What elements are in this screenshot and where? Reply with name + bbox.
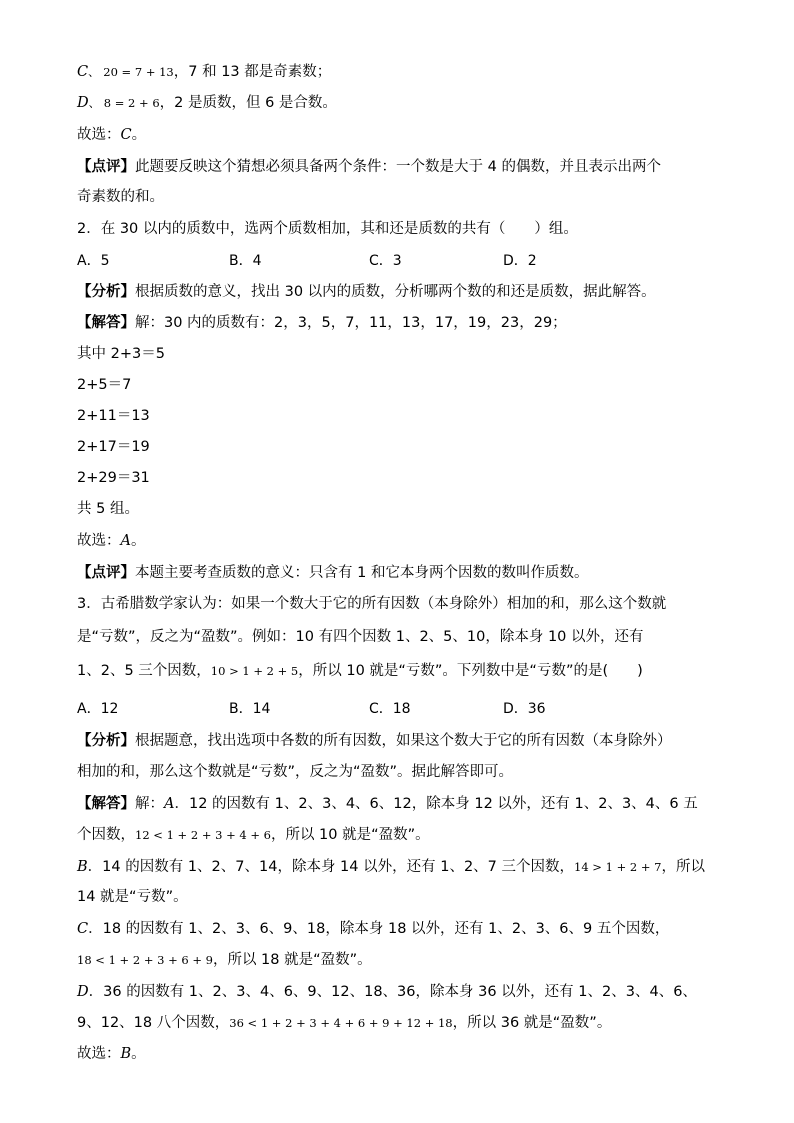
q2-sum-5: 2+29＝31 bbox=[77, 470, 150, 486]
option-c-explanation: C、 20 = 7 + 13，7 和 13 都是奇素数； bbox=[77, 64, 332, 80]
q2-answer: 【解答】解：30 内的质数有：2，3，5，7，11，13，17，19，23，29； bbox=[77, 315, 567, 331]
q1-comment-line-1: 【点评】此题要反映这个猜想必须具备两个条件：一个数是大于 4 的偶数，并且表示出两个 bbox=[77, 159, 661, 175]
q3-stem-line-2: 是“亏数”，反之为“盈数”。例如：10 有四个因数 1、2、5、10，除本身 10 以外，还有 bbox=[77, 629, 644, 645]
q2-sum-2: 2+5＝7 bbox=[77, 377, 132, 393]
q2-sum-3: 2+11＝13 bbox=[77, 408, 150, 424]
q3-stem-line-3: 1、2、5 三个因数，10 > 1 + 2 + 5，所以 10 就是“亏数”。下列数中是“亏数”的是( ) bbox=[77, 663, 643, 679]
q3-answer-a-line-2: 个因数，12 < 1 + 2 + 3 + 4 + 6，所以 10 就是“盈数”。 bbox=[77, 827, 430, 843]
q1-comment-line-2: 奇素数的和。 bbox=[77, 189, 164, 205]
q3-answer-b-line-2: 14 就是“亏数”。 bbox=[77, 889, 188, 905]
q2-choice: 故选：A。 bbox=[77, 533, 146, 549]
q2-sum-1: 其中 2+3＝5 bbox=[77, 346, 165, 362]
q2-sum-4: 2+17＝19 bbox=[77, 439, 150, 455]
q3-option-d: D．36 bbox=[503, 701, 546, 717]
q2-stem: 2．在 30 以内的质数中，选两个质数相加，其和还是质数的共有（ ）组。 bbox=[77, 221, 578, 237]
q3-option-c: C．18 bbox=[369, 701, 411, 717]
q3-stem-line-1: 3．古希腊数学家认为：如果一个数大于它的所有因数（本身除外）相加的和，那么这个数就 bbox=[77, 596, 667, 612]
q2-total: 共 5 组。 bbox=[77, 501, 139, 517]
option-d-explanation: D、 8 = 2 + 6，2 是质数，但 6 是合数。 bbox=[77, 95, 337, 111]
q2-comment: 【点评】本题主要考查质数的意义：只含有 1 和它本身两个因数的数叫作质数。 bbox=[77, 565, 589, 581]
q3-analysis-line-1: 【分析】根据题意，找出选项中各数的所有因数，如果这个数大于它的所有因数（本身除外） bbox=[77, 733, 672, 749]
q3-answer-d-line-2: 9、12、18 八个因数，36 < 1 + 2 + 3 + 4 + 6 + 9 + 12 + 18，所以 36 就是“盈数”。 bbox=[77, 1015, 612, 1031]
q3-choice: 故选：B。 bbox=[77, 1046, 146, 1062]
q2-analysis: 【分析】根据质数的意义，找出 30 以内的质数，分析哪两个数的和还是质数，据此解答。 bbox=[77, 284, 656, 300]
q3-answer-c-line-2: 18 < 1 + 2 + 3 + 6 + 9，所以 18 就是“盈数”。 bbox=[77, 952, 372, 968]
q3-analysis-line-2: 相加的和，那么这个数就是“亏数”，反之为“盈数”。据此解答即可。 bbox=[77, 764, 514, 780]
q3-answer-a-line-1: 【解答】解：A．12 的因数有 1、2、3、4、6、12，除本身 12 以外，还有 1、2、3、4、6 五 bbox=[77, 796, 698, 812]
q2-option-a: A．5 bbox=[77, 253, 110, 269]
q3-option-a: A．12 bbox=[77, 701, 119, 717]
q3-answer-c-line-1: C．18 的因数有 1、2、3、6、9、18，除本身 18 以外，还有 1、2、3、6、9 五个因数， bbox=[77, 921, 670, 937]
q2-option-d: D．2 bbox=[503, 253, 537, 269]
q3-answer-b-line-1: B．14 的因数有 1、2、7、14，除本身 14 以外，还有 1、2、7 三个因数，14 > 1 + 2 + 7，所以 bbox=[77, 859, 705, 875]
q1-choice: 故选：C。 bbox=[77, 127, 147, 143]
q2-option-c: C．3 bbox=[369, 253, 402, 269]
q3-answer-d-line-1: D．36 的因数有 1、2、3、4、6、9、12、18、36，除本身 36 以外，还有 1、2、3、4、6、 bbox=[77, 984, 697, 1000]
q2-option-b: B．4 bbox=[229, 253, 262, 269]
q3-option-b: B．14 bbox=[229, 701, 271, 717]
